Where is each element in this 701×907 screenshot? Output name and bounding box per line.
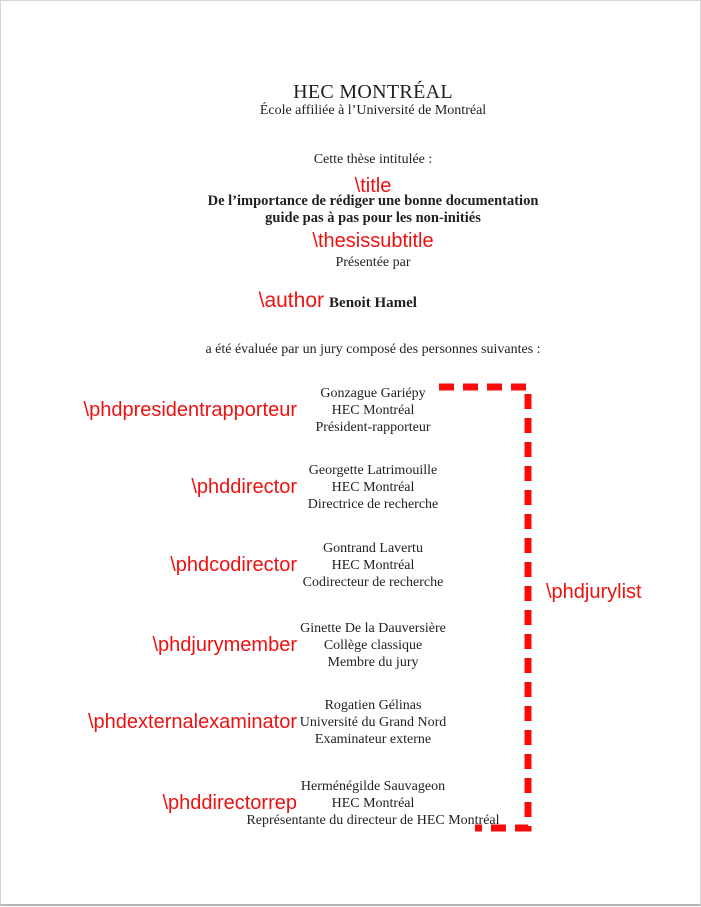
subtitle-command-annotation: \thesissubtitle: [312, 230, 434, 252]
jury-member-name: Gontrand Lavertu: [323, 541, 423, 556]
jury-row: [1, 385, 701, 436]
jury-member-role: Directrice de recherche: [307, 497, 439, 512]
jury-row: [1, 697, 701, 748]
author-command-annotation: \author: [258, 289, 324, 312]
jury-member-role: Représentante du directeur de HEC Montréal: [246, 813, 500, 828]
jury-member-entry: [43, 462, 701, 513]
jury-member-institution: HEC Montréal: [331, 558, 415, 573]
jury-command-annotation: \phdpresidentrapporteur: [83, 399, 297, 421]
title-command-annotation: \title: [354, 175, 392, 197]
jury-member-entry: [43, 697, 701, 748]
jury-member-name: Herménégilde Sauvageon: [300, 779, 446, 794]
jury-command-annotation: \phddirectorrep: [162, 792, 297, 814]
jury-member-role: Membre du jury: [327, 655, 419, 670]
jury-row: [1, 778, 701, 829]
jury-member-entry: [43, 620, 701, 671]
jury-member-entry: [43, 385, 701, 436]
author-name: Benoit Hamel: [329, 295, 417, 311]
jury-member-name: Georgette Latrimouille: [308, 463, 438, 478]
jurylist-command-annotation: \phdjurylist: [546, 581, 642, 603]
jury-member-institution: HEC Montréal: [331, 796, 415, 811]
jury-row: [1, 620, 701, 671]
jury-intro-line: a été évaluée par un jury composé des personnes suivantes :: [205, 342, 541, 357]
affiliation-subtitle: École affiliée à l’Université de Montréal: [259, 103, 487, 118]
thesis-title-line2: guide pas à pas pour les non-initiés: [265, 210, 481, 226]
thesis-title-line1: De l’importance de rédiger une bonne documentation: [207, 193, 539, 209]
jury-row: [1, 462, 701, 513]
jury-member-name: Ginette De la Dauversière: [300, 621, 446, 636]
jury-member-name: Rogatien Gélinas: [324, 698, 422, 713]
jury-member-institution: Université du Grand Nord: [299, 715, 447, 730]
jury-command-annotation: \phdjurymember: [152, 634, 297, 656]
jury-member-role: Président-rapporteur: [315, 420, 431, 435]
jury-member-institution: HEC Montréal: [331, 480, 415, 495]
jury-list-bracket: [1, 1, 701, 907]
institution-title: HEC MONTRÉAL: [293, 81, 453, 103]
jury-member-entry: [43, 778, 701, 829]
jury-member-role: Examinateur externe: [314, 732, 432, 747]
presented-by-label: Présentée par: [335, 255, 411, 270]
jury-member-institution: Collège classique: [323, 638, 423, 653]
jury-command-annotation: \phdcodirector: [170, 554, 297, 576]
jury-member-institution: HEC Montréal: [331, 403, 415, 418]
jury-member-role: Codirecteur de recherche: [302, 575, 444, 590]
jury-member-name: Gonzague Gariépy: [320, 386, 426, 401]
jury-command-annotation: \phdexternalexaminator: [87, 711, 297, 733]
jury-command-annotation: \phddirector: [191, 476, 297, 498]
thesis-intro-line: Cette thèse intitulée :: [313, 152, 433, 167]
